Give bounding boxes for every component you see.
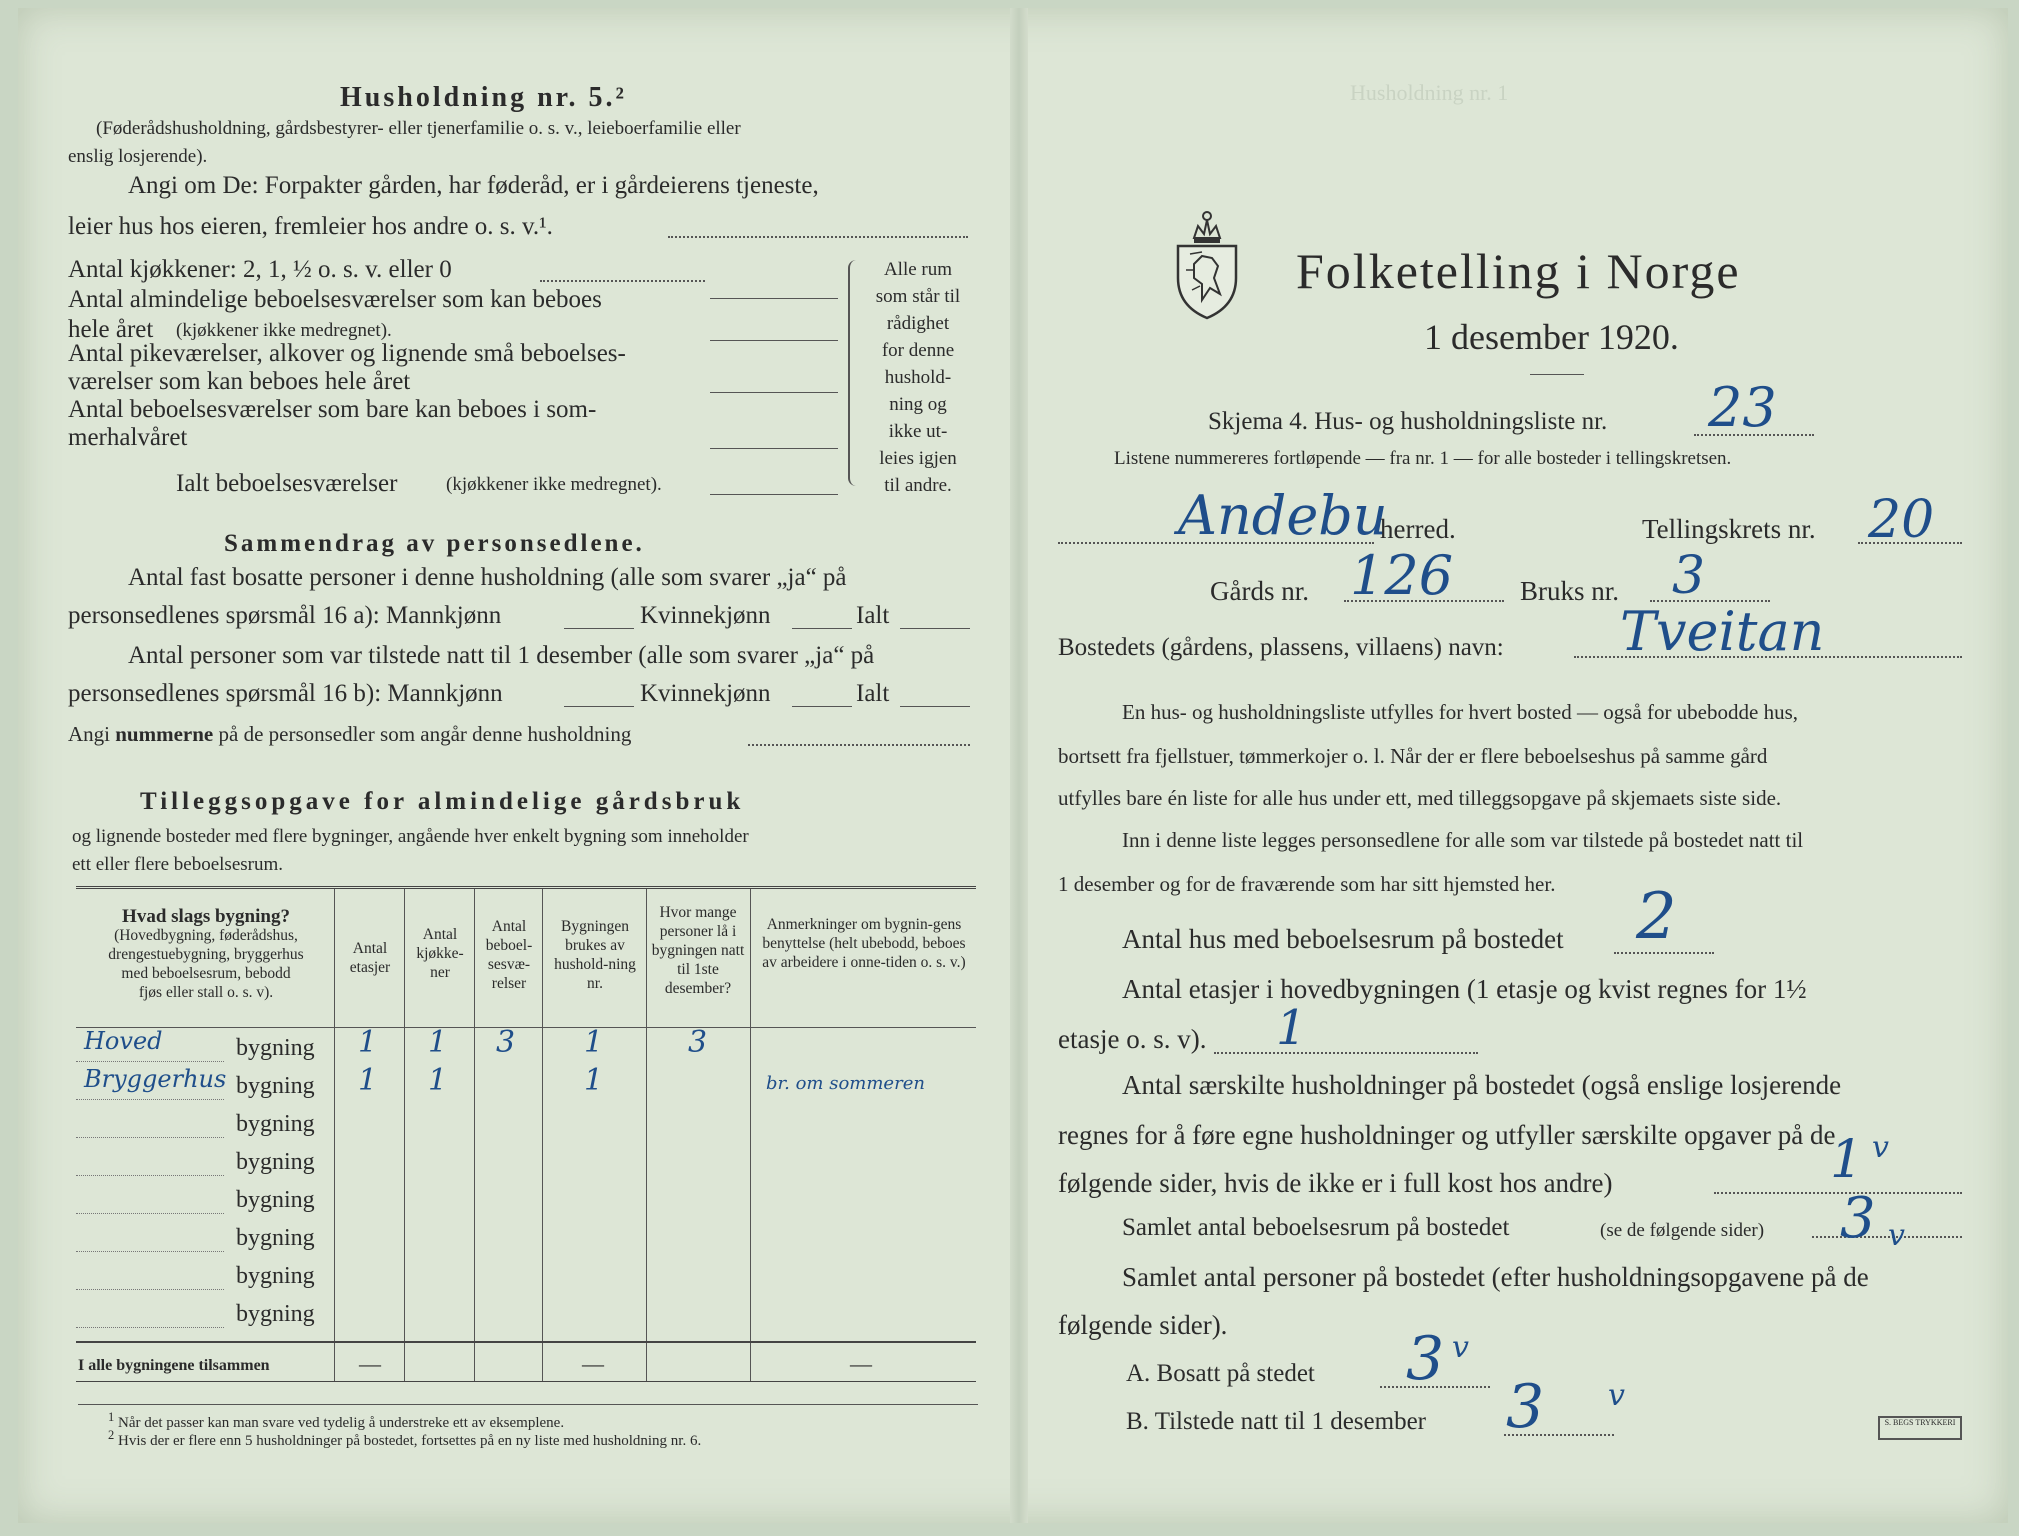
row-leader xyxy=(76,1289,224,1290)
col-building-line: fjøs eller stall o. s. v). xyxy=(138,984,274,1001)
saerskilte-tick: v xyxy=(1872,1130,1889,1165)
pike-answer-line xyxy=(710,392,838,393)
tillegg-heading: Tilleggsopgave for almindelige gårdsbruk xyxy=(140,788,745,815)
tilstede-line-2: personsedlenes spørsmål 16 b): Mannkjønn xyxy=(68,680,503,707)
bracket-line: hushold- xyxy=(884,367,952,388)
row-building-suffix: bygning xyxy=(236,1111,315,1137)
bosatt-tick: v xyxy=(1452,1330,1469,1365)
fast-kvinne-label: Kvinnekjønn xyxy=(640,602,771,629)
row-anmerkning-value: br. om sommeren xyxy=(766,1073,925,1094)
table-row xyxy=(76,1259,976,1297)
col-building-line: med beboelsesrum, bebodd xyxy=(121,965,291,982)
instruction-5: 1 desember og for de fraværende som har sitt hjemsted her. xyxy=(1058,872,1556,896)
tilstede-label: B. Tilstede natt til 1 desember xyxy=(1126,1408,1426,1435)
total-label: I alle bygningene tilsammen xyxy=(78,1357,270,1374)
herred-line xyxy=(1058,542,1374,544)
fast-line-2: personsedlenes spørsmål 16 a): Mannkjønn xyxy=(68,602,502,629)
tilstede-value: 3 xyxy=(1506,1372,1545,1442)
row-building-suffix: bygning xyxy=(236,1301,315,1327)
instruction-3: utfylles bare én liste for alle hus under ett, med tilleggsopgave på skjemaets siste side. xyxy=(1058,786,1782,810)
saerskilte-line-1: Antal særskilte husholdninger på bostedet (også enslige losjerende xyxy=(1122,1070,1842,1100)
tilstede-kvinne-line xyxy=(792,706,852,707)
bracket-line: ikke ut- xyxy=(888,421,948,442)
etasjer-line-1: Antal etasjer i hovedbygningen (1 etasje og kvist regnes for 1½ xyxy=(1122,974,1807,1004)
samlet-pers-line-2: følgende sider). xyxy=(1058,1310,1228,1340)
instruction-1: En hus- og husholdningsliste utfylles for hvert bosted — også for ubebodde hus, xyxy=(1122,700,1798,724)
bruks-label: Bruks nr. xyxy=(1520,576,1620,606)
row-building-suffix: bygning xyxy=(236,1263,315,1289)
row-leader xyxy=(76,1327,224,1328)
total-dash-husholdning: — xyxy=(582,1351,604,1376)
fast-ialt-label: Ialt xyxy=(856,602,890,629)
printer-stamp: S. BEGS TRYKKERI xyxy=(1878,1416,1962,1440)
row-etasjer-value: 1 xyxy=(358,1025,378,1060)
tilstede-ialt-line xyxy=(900,706,970,707)
bracket-line: for denne xyxy=(881,340,955,361)
krets-value: 20 xyxy=(1868,490,1935,550)
buildings-table xyxy=(76,886,976,1382)
nummerne-fill-line xyxy=(748,744,970,746)
table-row xyxy=(76,1297,976,1335)
kjokkener-dots xyxy=(540,280,705,282)
table-row xyxy=(76,1107,976,1145)
col-etasjer-header: Antal etasjer xyxy=(349,940,391,976)
row-building-suffix: bygning xyxy=(236,1225,315,1251)
rooms-bracket xyxy=(848,260,862,486)
row-pers-value: 3 xyxy=(688,1025,708,1060)
hus-label: Antal hus med beboelsesrum på bostedet xyxy=(1122,924,1564,954)
gards-label: Gårds nr. xyxy=(1210,576,1309,606)
household-subtitle-1: (Føderådshusholdning, gårdsbestyrer- eller tjenerfamilie o. s. v., leieboerfamilie eller xyxy=(96,118,741,139)
row-leader xyxy=(76,1213,224,1214)
col-building-title: Hvad slags bygning? xyxy=(122,906,290,927)
ialt-rooms-label: Ialt beboelsesværelser xyxy=(176,470,398,497)
col-building-header xyxy=(80,907,332,1002)
table-row xyxy=(76,1183,976,1221)
bracket-line: ning og xyxy=(889,394,947,415)
tilstede-kvinne-label: Kvinnekjønn xyxy=(640,680,771,707)
tilstede-tick: v xyxy=(1608,1378,1625,1413)
row-building-name: Bryggerhus xyxy=(84,1065,227,1093)
tillegg-sub-1: og lignende bosteder med flere bygninger, angående hver enkelt bygning som inneholder xyxy=(72,826,749,847)
bleed-through-text: Husholdning nr. 1 xyxy=(1350,80,1509,105)
row-leader xyxy=(76,1251,224,1252)
sommer-label-1: Antal beboelsesværelser som bare kan beboes i som- xyxy=(68,396,597,423)
bracket-note xyxy=(868,256,968,499)
table-row xyxy=(76,1221,976,1259)
saerskilte-line-2: regnes for å føre egne husholdninger og utfyller særskilte opgaver på de xyxy=(1058,1120,1836,1150)
samlet-rom-note: (se de følgende sider) xyxy=(1600,1220,1765,1241)
row-leader xyxy=(76,1061,224,1062)
ialt-answer-line xyxy=(710,494,838,495)
sammendrag-heading: Sammendrag av personsedlene. xyxy=(224,530,645,557)
row-etasjer-value: 1 xyxy=(358,1063,378,1098)
pike-label-2: værelser som kan beboes hele året xyxy=(68,368,411,395)
kjokken-answer-line xyxy=(710,298,838,299)
tillegg-sub-2: ett eller flere beboelsesrum. xyxy=(72,854,284,875)
footnote-2-text: Hvis der er flere enn 5 husholdninger på bostedet, fortsettes på en ny liste med husholdning nr. 6. xyxy=(118,1433,702,1449)
fast-ialt-line xyxy=(900,628,970,629)
row-building-suffix: bygning xyxy=(236,1073,315,1099)
household-title: Husholdning nr. 5.² xyxy=(340,82,627,113)
herred-value: Andebu xyxy=(1178,484,1388,547)
krets-label: Tellingskrets nr. xyxy=(1642,514,1816,544)
nummerne-c: på de personsedler som angår denne husholdning xyxy=(218,722,632,746)
alm-note: (kjøkkener ikke medregnet). xyxy=(176,320,392,341)
footnote-2 xyxy=(108,1428,701,1450)
herred-label: herred. xyxy=(1380,514,1456,544)
row-building-suffix: bygning xyxy=(236,1187,315,1213)
tilstede-line-1: Antal personer som var tilstede natt til 1 desember (alle som svarer „ja“ på xyxy=(128,642,875,669)
table-row xyxy=(76,1145,976,1183)
form-title: Folketelling i Norge xyxy=(1296,243,1741,299)
form-date: 1 desember 1920. xyxy=(1424,317,1679,357)
fast-mann-line xyxy=(564,628,634,629)
instruction-4: Inn i denne liste legges personsedlene for alle som var tilstede på bostedet natt til xyxy=(1122,828,1804,852)
col-building-line: drengestuebygning, bryggerhus xyxy=(108,946,304,963)
kjokkener-label: Antal kjøkkener: 2, 1, ½ o. s. v. eller 0 xyxy=(68,256,452,283)
hus-value: 2 xyxy=(1636,880,1677,954)
bracket-line: Alle rum xyxy=(883,259,953,280)
saerskilte-value: 1 xyxy=(1830,1130,1864,1190)
col-kjokken-header: Antal kjøkke-ner xyxy=(416,926,464,981)
sommer-answer-line xyxy=(710,448,838,449)
title-rule xyxy=(1530,374,1584,375)
ialt-rooms-note: (kjøkkener ikke medregnet). xyxy=(446,474,662,495)
tilstede-mann-line xyxy=(564,706,634,707)
fast-line-1: Antal fast bosatte personer i denne husholdning (alle som svarer „ja“ på xyxy=(128,564,847,591)
samlet-rom-label: Samlet antal beboelsesrum på bostedet xyxy=(1122,1214,1510,1241)
bracket-line: til andre. xyxy=(884,475,952,496)
fast-kvinne-line xyxy=(792,628,852,629)
bracket-line: som står til xyxy=(875,286,961,307)
skjema-label: Skjema 4. Hus- og husholdningsliste nr. xyxy=(1208,408,1608,435)
alm-answer-line xyxy=(710,340,838,341)
bosted-label: Bostedets (gårdens, plassens, villaens) navn: xyxy=(1058,634,1504,661)
footnote-1-num: 1 xyxy=(108,1410,115,1424)
sommer-label-2: merhalvåret xyxy=(68,424,188,451)
row-leader xyxy=(76,1137,224,1138)
gards-value: 126 xyxy=(1350,544,1454,607)
angi-line-1: Angi om De: Forpakter gården, har føderåd, er i gårdeierens tjeneste, xyxy=(128,172,819,199)
row-kjokken-value: 1 xyxy=(428,1063,448,1098)
nummerne-b: nummerne xyxy=(115,722,214,746)
norway-coat-of-arms-icon xyxy=(1172,204,1242,320)
table-total-rule xyxy=(76,1341,976,1343)
row-hush-value: 1 xyxy=(584,1063,604,1098)
saerskilte-fill-line xyxy=(1714,1192,1962,1194)
row-leader xyxy=(76,1099,224,1100)
bruks-value: 3 xyxy=(1672,546,1706,606)
col-rom-header: Antal beboel-sesvæ-relser xyxy=(485,918,533,992)
row-rom-value: 3 xyxy=(496,1025,516,1060)
nummerne-line xyxy=(68,722,631,747)
samlet-pers-line-1: Samlet antal personer på bostedet (efter husholdningsopgavene på de xyxy=(1122,1262,1869,1292)
listene-note: Listene nummereres fortløpende — fra nr. 1 — for alle bosteder i tellingskretsen. xyxy=(1114,448,1732,469)
total-dash-etasjer: — xyxy=(359,1351,381,1376)
skjema-number: 23 xyxy=(1708,376,1777,439)
table-header-rule xyxy=(76,1027,976,1028)
row-kjokken-value: 1 xyxy=(428,1025,448,1060)
table-row xyxy=(76,1025,976,1069)
total-dash-anmerkninger: — xyxy=(850,1351,872,1376)
bracket-line: rådighet xyxy=(886,313,950,334)
samlet-rom-value: 3 xyxy=(1840,1186,1876,1251)
bosatt-label: A. Bosatt på stedet xyxy=(1126,1360,1315,1387)
samlet-rom-tick: v xyxy=(1888,1218,1905,1253)
page-fold xyxy=(1010,8,1028,1523)
bracket-line: leies igjen xyxy=(879,448,957,469)
col-personer-header: Hvor mange personer lå i bygningen natt til 1ste desember? xyxy=(651,904,745,997)
row-building-name: Hoved xyxy=(84,1027,163,1055)
saerskilte-line-3: følgende sider, hvis de ikke er i full kost hos andre) xyxy=(1058,1168,1613,1198)
etasjer-line-2: etasje o. s. v). xyxy=(1058,1024,1207,1054)
col-husholdning-header: Bygningen brukes av hushold-ning nr. xyxy=(554,918,636,992)
angi-line-2: leier hus hos eieren, fremleier hos andre o. s. v.¹. xyxy=(68,213,553,240)
alm-label-1: Antal almindelige beboelsesværelser som kan beboes xyxy=(68,286,602,313)
etasjer-value: 1 xyxy=(1276,1000,1307,1056)
footnote-1-text: Når det passer kan man svare ved tydelig å understreke ett av eksemplene. xyxy=(118,1415,565,1431)
angi-fill-line xyxy=(668,236,968,238)
tilstede-ialt-label: Ialt xyxy=(856,680,890,707)
etasjer-fill-line xyxy=(1214,1052,1478,1054)
instruction-2: bortsett fra fjellstuer, tømmerkojer o. l. Når der er flere beboelseshus på samme gård xyxy=(1058,744,1768,768)
col-anmerkninger-header: Anmerkninger om bygnin-gens benyttelse (helt ubebodd, beboes av arbeidere i onne-tiden o. s. v.) xyxy=(762,916,966,971)
row-hush-value: 1 xyxy=(584,1025,604,1060)
row-leader xyxy=(76,1175,224,1176)
col-building-line: (Hovedbygning, føderådshus, xyxy=(114,927,298,944)
household-subtitle-2: enslig losjerende). xyxy=(68,146,208,167)
samlet-rom-line xyxy=(1812,1236,1962,1238)
footnote-2-num: 2 xyxy=(108,1428,115,1442)
row-building-suffix: bygning xyxy=(236,1035,315,1061)
bosatt-value: 3 xyxy=(1406,1324,1445,1394)
bosted-value: Tveitan xyxy=(1620,600,1825,663)
nummerne-a: Angi xyxy=(68,722,110,746)
pike-label-1: Antal pikeværelser, alkover og lignende små beboelses- xyxy=(68,340,626,367)
table-row xyxy=(76,1063,976,1107)
footnote-rule xyxy=(78,1404,978,1405)
alm-label-2: hele året xyxy=(68,316,154,343)
row-building-suffix: bygning xyxy=(236,1149,315,1175)
